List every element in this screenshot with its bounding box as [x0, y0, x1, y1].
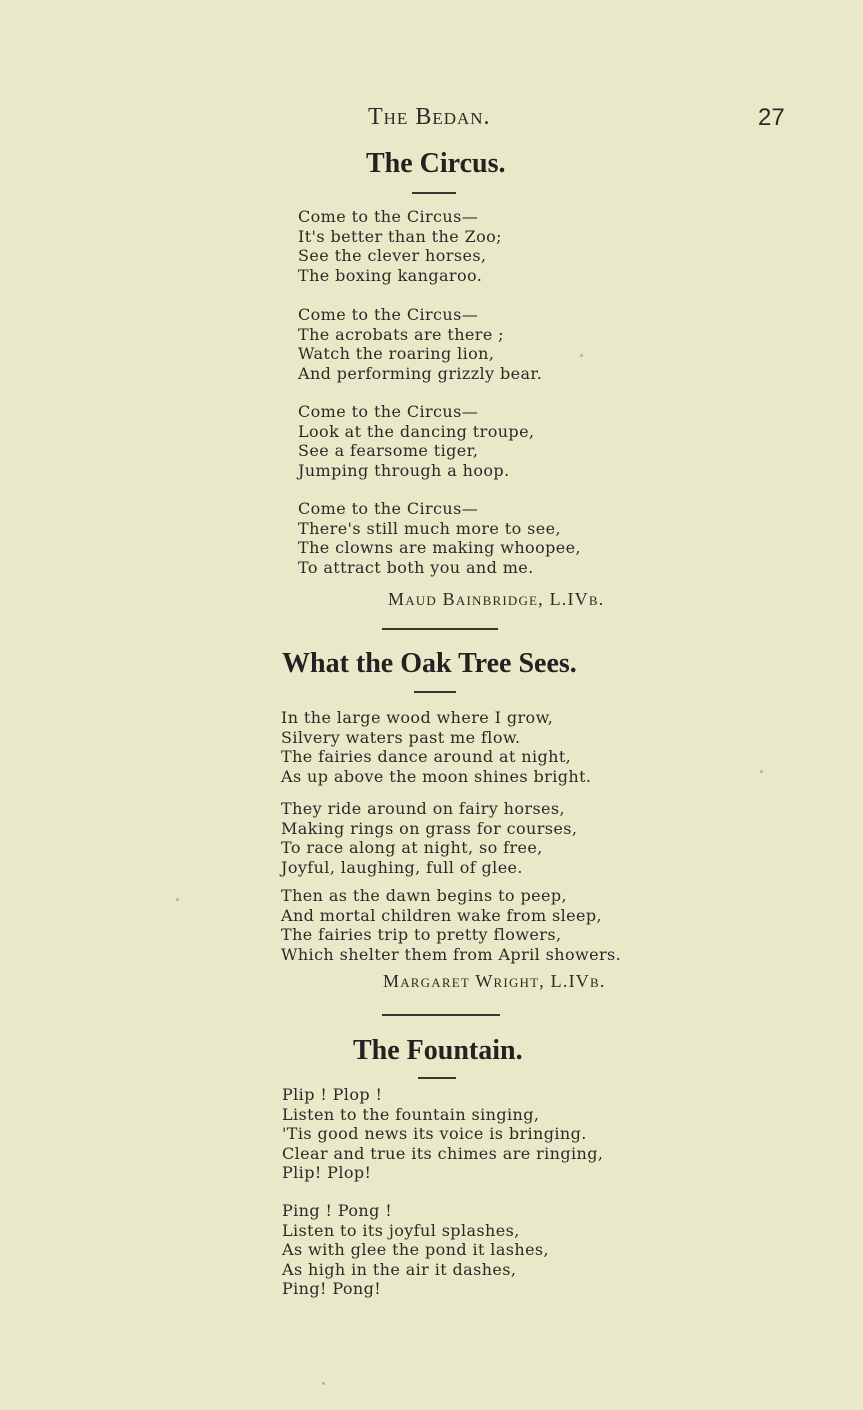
verse-line: See a fearsome tiger, — [298, 441, 479, 460]
verse-line: They ride around on fairy horses, — [281, 799, 566, 818]
running-title: The Bedan. — [368, 104, 491, 130]
verse-line: Plip ! Plop ! — [282, 1085, 383, 1104]
verse-line: The boxing kangaroo. — [298, 265, 483, 285]
stanza — [281, 886, 621, 964]
verse-line: Watch the roaring lion, — [298, 344, 495, 363]
title-rule — [414, 691, 456, 693]
verse-line: Then as the dawn begins to peep, — [281, 886, 567, 905]
verse-line: To race along at night, so free, — [281, 838, 543, 857]
paper-speck — [580, 354, 583, 357]
paper-speck — [760, 770, 763, 773]
title-rule — [418, 1077, 456, 1079]
verse-line: And mortal children wake from sleep, — [281, 905, 603, 925]
section-divider — [382, 1014, 500, 1016]
verse-line: See the clever horses, — [298, 246, 487, 265]
verse-line: And performing grizzly bear. — [298, 363, 543, 383]
verse-line: Come to the Circus— — [298, 207, 479, 226]
paper-speck — [322, 1382, 325, 1385]
stanza — [282, 1085, 603, 1183]
title-rule — [412, 192, 456, 194]
page-number: 27 — [758, 104, 785, 131]
verse-line: Listen to its joyful splashes, — [282, 1220, 520, 1240]
poem-title: What the Oak Tree Sees. — [282, 648, 577, 679]
verse-line: The fairies dance around at night, — [281, 747, 572, 766]
verse-line: To attract both you and me. — [298, 557, 534, 577]
verse-line: Plip! Plop! — [282, 1163, 372, 1182]
verse-line: The fairies trip to pretty flowers, — [281, 925, 562, 944]
verse-line: Come to the Circus— — [298, 305, 479, 324]
verse-line: Jumping through a hoop. — [298, 460, 510, 480]
running-header — [0, 104, 863, 138]
verse-line: Ping ! Pong ! — [282, 1201, 393, 1220]
author-credit: Maud Bainbridge, L.IVb. — [388, 589, 605, 609]
stanza — [281, 708, 591, 786]
verse-line: Clear and true its chimes are ringing, — [282, 1143, 604, 1163]
verse-line: The acrobats are there ; — [298, 324, 504, 344]
section-divider — [382, 628, 498, 630]
stanza — [298, 207, 502, 285]
author-credit: Margaret Wright, L.IVb. — [383, 971, 606, 991]
verse-line: Look at the dancing troupe, — [298, 421, 535, 441]
stanza — [281, 799, 577, 877]
verse-line: Which shelter them from April showers. — [281, 944, 622, 964]
verse-line: There's still much more to see, — [298, 518, 561, 538]
verse-line: Joyful, laughing, full of glee. — [281, 857, 523, 877]
verse-line: Listen to the fountain singing, — [282, 1104, 540, 1124]
verse-line: As high in the air it dashes, — [282, 1259, 517, 1279]
stanza — [298, 499, 581, 577]
poem-title: The Fountain. — [353, 1035, 523, 1066]
stanza — [282, 1201, 549, 1299]
stanza — [298, 402, 534, 480]
verse-line: Come to the Circus— — [298, 499, 479, 518]
poem-title: The Circus. — [366, 148, 506, 179]
verse-line: Ping! Pong! — [282, 1279, 382, 1298]
verse-line: As up above the moon shines bright. — [281, 766, 592, 786]
verse-line: In the large wood where I grow, — [281, 708, 554, 727]
verse-line: Making rings on grass for courses, — [281, 818, 578, 838]
verse-line: As with glee the pond it lashes, — [282, 1240, 550, 1259]
verse-line: It's better than the Zoo; — [298, 226, 502, 246]
verse-line: The clowns are making whoopee, — [298, 538, 581, 557]
verse-line: Silvery waters past me flow. — [281, 727, 521, 747]
verse-line: Come to the Circus— — [298, 402, 479, 421]
stanza — [298, 305, 542, 383]
verse-line: 'Tis good news its voice is bringing. — [282, 1124, 587, 1143]
paper-speck — [176, 898, 179, 901]
